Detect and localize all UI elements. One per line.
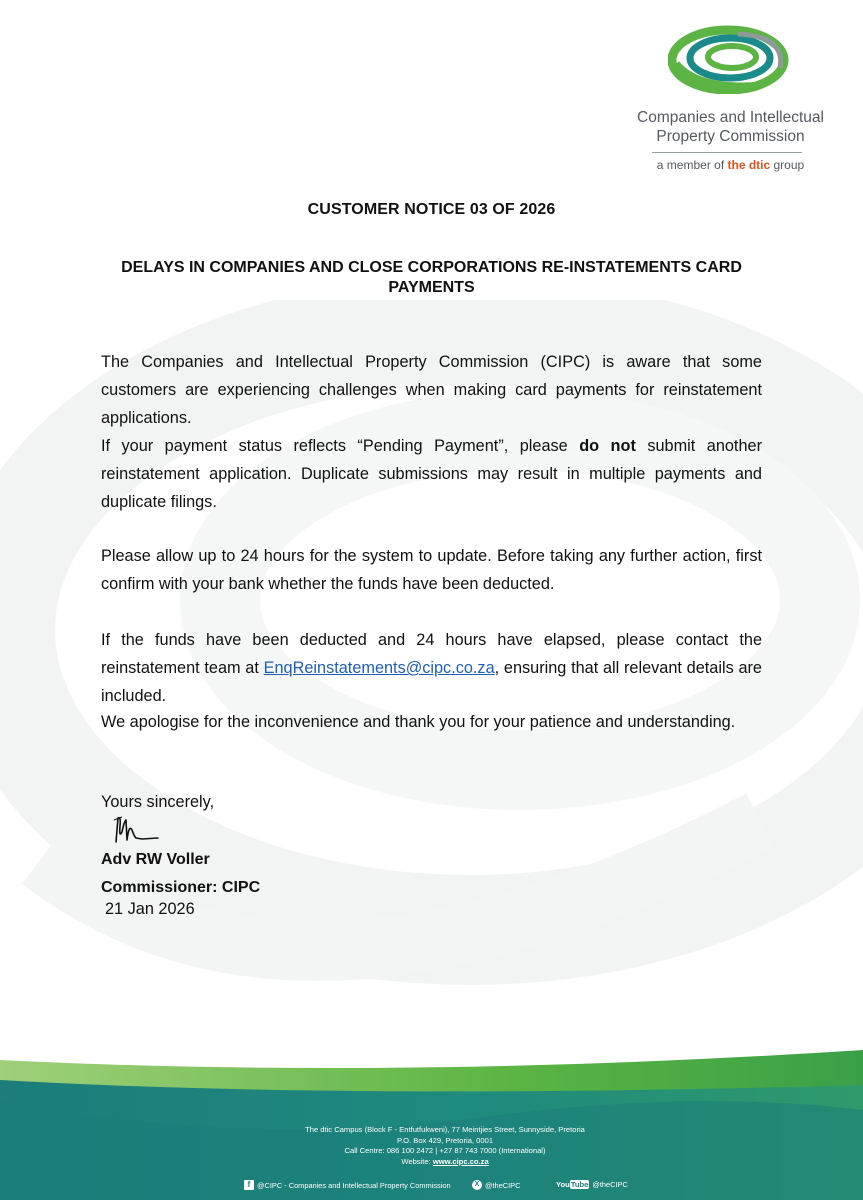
youtube-icon bbox=[556, 1180, 589, 1189]
cipc-logo bbox=[628, 24, 833, 174]
member-suffix: group bbox=[770, 158, 805, 172]
facebook-handle: @CIPC - Companies and Intellectual Property Commission bbox=[257, 1180, 451, 1190]
logo-name-line1: Companies and Intellectual bbox=[637, 109, 824, 126]
subject-line1: DELAYS IN COMPANIES AND CLOSE CORPORATIONS RE-INSTATEMENTS CARD bbox=[121, 259, 742, 276]
p2-emphasis: do not bbox=[579, 437, 636, 455]
paragraph-apology: We apologise for the inconvenience and thank you for your patience and understanding. bbox=[101, 713, 736, 731]
footer-contact-block bbox=[240, 1125, 650, 1167]
youtube-you: You bbox=[556, 1180, 570, 1189]
p2-text-before: If your payment status reflects “Pending Payment”, please bbox=[101, 437, 580, 455]
x-icon: X bbox=[472, 1180, 482, 1190]
website-link[interactable]: www.cipc.co.za bbox=[432, 1156, 489, 1166]
website-label: Website: bbox=[401, 1156, 433, 1166]
notice-title: CUSTOMER NOTICE 03 OF 2026 bbox=[307, 201, 556, 218]
footer-po-box: P.O. Box 429, Pretoria, 0001 bbox=[396, 1135, 494, 1145]
paragraph-awareness: The Companies and Intellectual Property Commission (CIPC) is aware that some customers are experiencing challenges when making card payments for reinstatement applications. bbox=[101, 353, 762, 427]
member-brand: the dtic bbox=[727, 158, 771, 172]
youtube-handle: @theCIPC bbox=[592, 1180, 628, 1189]
p2-text-after: submit another reinstatement application. Duplicate submissions may result in multiple payments and duplicate filings. bbox=[101, 437, 762, 511]
x-link[interactable] bbox=[472, 1180, 520, 1190]
subject-line2: PAYMENTS bbox=[388, 279, 475, 296]
footer-call-centre: Call Centre: 086 100 2472 | +27 87 743 7000 (International) bbox=[344, 1146, 546, 1156]
youtube-link[interactable] bbox=[556, 1180, 628, 1189]
salutation: Yours sincerely, bbox=[101, 793, 215, 811]
footer-address: The dtic Campus (Block F - Entfutfukweni), 77 Meintjies Street, Sunnyside, Pretoria bbox=[305, 1125, 585, 1134]
youtube-tube: Tube bbox=[570, 1180, 589, 1189]
footer-website bbox=[240, 1157, 650, 1168]
logo-divider bbox=[652, 152, 802, 153]
signer-name: Adv RW Voller bbox=[101, 851, 210, 868]
x-handle: @theCIPC bbox=[485, 1180, 521, 1190]
footer-band bbox=[0, 1040, 863, 1200]
signer-role: Commissioner: CIPC bbox=[101, 879, 261, 896]
logo-organisation-name bbox=[628, 108, 833, 146]
signature-image bbox=[112, 812, 160, 846]
footer-social bbox=[244, 1180, 628, 1194]
member-prefix: a member of bbox=[656, 158, 728, 172]
p4-text-before: If the funds have been deducted and 24 hours have elapsed, please contact the reinstatement team at bbox=[101, 631, 762, 677]
p4-text-after: , ensuring that all relevant details are included. bbox=[101, 659, 762, 705]
facebook-icon: f bbox=[244, 1180, 254, 1190]
facebook-link[interactable] bbox=[244, 1180, 451, 1190]
paragraph-pending-payment bbox=[101, 432, 762, 516]
logo-name-line2: Property Commission bbox=[656, 128, 805, 145]
notice-date: 21 Jan 2026 bbox=[105, 900, 195, 918]
paragraph-allow-time: Please allow up to 24 hours for the system to update. Before taking any further action, first confirm with your bank whether the funds have been deducted. bbox=[101, 547, 762, 593]
notice-subject bbox=[100, 258, 763, 298]
paragraph-contact bbox=[101, 626, 762, 710]
logo-member-tagline bbox=[628, 158, 833, 172]
email-link[interactable]: EnqReinstatements@cipc.co.za bbox=[263, 659, 495, 677]
cipc-logo-graphic bbox=[668, 24, 790, 94]
